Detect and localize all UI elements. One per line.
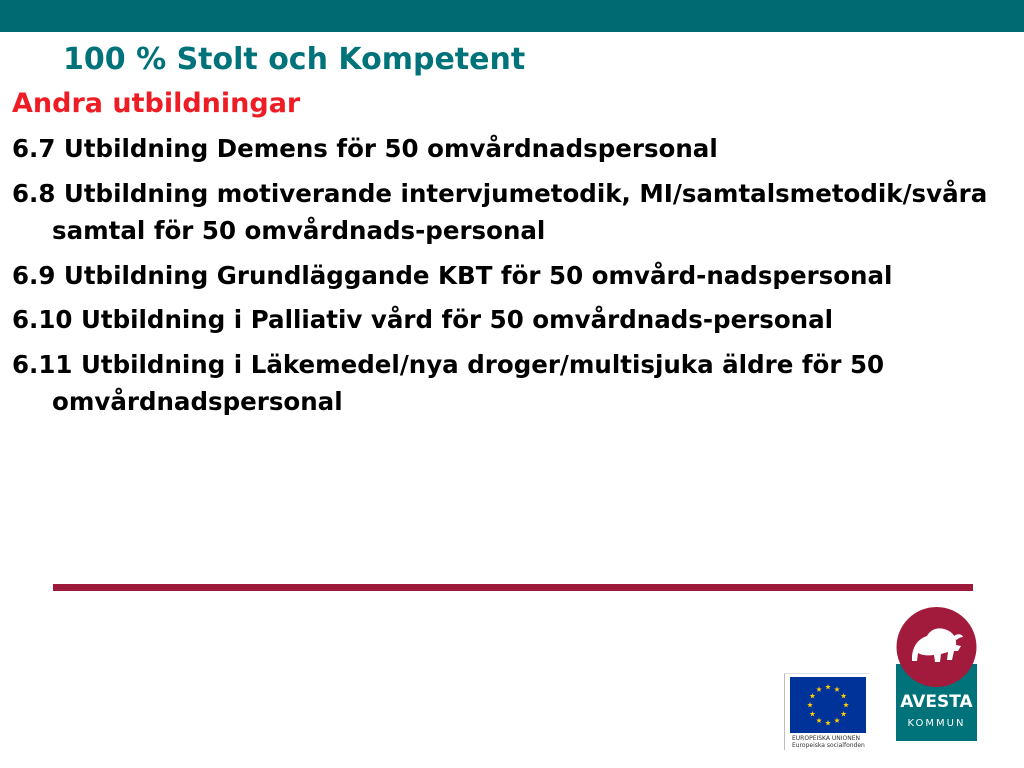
eu-logo-line2: Europeiska socialfonden	[792, 742, 865, 749]
eu-logo-line1: EUROPEISKA UNIONEN	[792, 735, 861, 742]
list-item: 6.8 Utbildning motiverande intervjumetodik, MI/samtalsmetodik/svåra samtal för 50 omvårdnads-personal	[12, 178, 988, 245]
avesta-logo	[896, 606, 977, 741]
divider-line	[53, 584, 973, 591]
list-item: 6.11 Utbildning i Läkemedel/nya droger/multisjuka äldre för 50 omvårdnadspersonal	[12, 349, 885, 416]
slide-title: 100 % Stolt och Kompetent	[63, 42, 526, 77]
training-list	[12, 130, 1002, 428]
header-bar	[0, 0, 1024, 32]
list-item: 6.9 Utbildning Grundläggande KBT för 50 omvård-nadspersonal	[12, 260, 893, 290]
list-item: 6.7 Utbildning Demens för 50 omvårdnadspersonal	[12, 134, 718, 163]
list-item: 6.10 Utbildning i Palliativ vård för 50 omvårdnads-personal	[12, 305, 834, 334]
slide-subtitle: Andra utbildningar	[12, 88, 301, 119]
eu-flag-icon	[790, 677, 866, 733]
avesta-logo-name: AVESTA	[900, 692, 973, 712]
eu-logo	[784, 673, 869, 750]
avesta-logo-subname: KOMMUN	[907, 718, 966, 729]
